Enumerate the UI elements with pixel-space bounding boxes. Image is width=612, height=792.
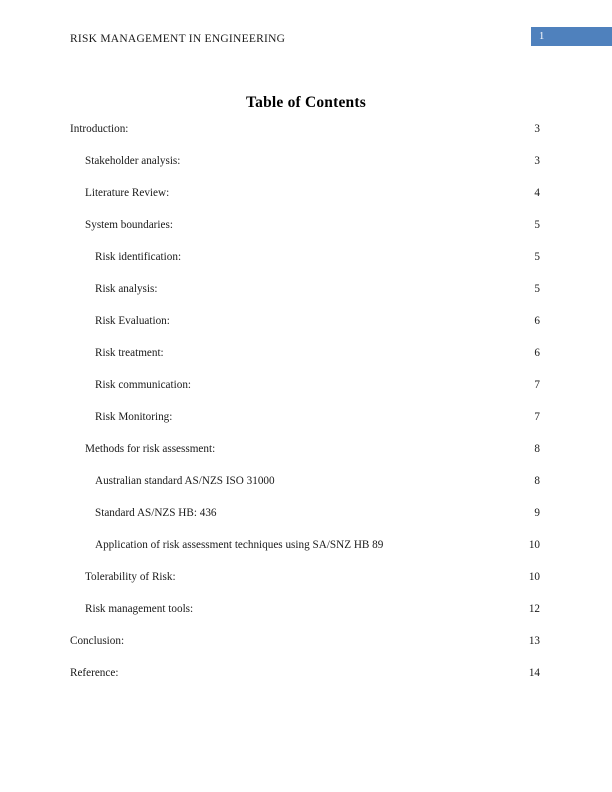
toc-entry-label: Standard AS/NZS HB: 436: [95, 507, 217, 519]
page-header: [0, 33, 612, 57]
toc-entry[interactable]: [0, 561, 612, 593]
toc-dot-leader: [173, 217, 526, 228]
toc-dot-leader: [164, 345, 526, 356]
toc-dot-leader: [124, 633, 526, 644]
toc-dot-leader: [170, 313, 526, 324]
toc-entry-page-number: 5: [534, 251, 540, 263]
toc-dot-leader: [157, 281, 526, 292]
toc-entry[interactable]: [0, 401, 612, 433]
toc-entry[interactable]: [0, 625, 612, 657]
page-title: Table of Contents: [246, 94, 366, 111]
toc-entry-page-number: 8: [534, 443, 540, 455]
toc-entry-label: Literature Review:: [85, 187, 170, 199]
toc-dot-leader: [215, 441, 526, 452]
toc-dot-leader: [128, 121, 526, 132]
toc-entry[interactable]: [0, 113, 612, 145]
toc-entry-page-number: 3: [534, 123, 540, 135]
toc-entry[interactable]: [0, 305, 612, 337]
toc-entry[interactable]: [0, 273, 612, 305]
toc-entry-label: Tolerability of Risk:: [85, 571, 176, 583]
toc-entry-page-number: 9: [534, 507, 540, 519]
toc-entry-label: Risk management tools:: [85, 603, 194, 615]
toc-entry-label: Risk analysis:: [95, 283, 158, 295]
toc-entry[interactable]: [0, 145, 612, 177]
toc-entry-page-number: 12: [528, 603, 540, 615]
toc-entry-page-number: 13: [528, 635, 540, 647]
toc-entry-page-number: 7: [534, 379, 540, 391]
toc-entry[interactable]: [0, 209, 612, 241]
toc-dot-leader: [169, 185, 526, 196]
toc-entry-page-number: 7: [534, 411, 540, 423]
toc-dot-leader: [217, 505, 526, 516]
toc-entry-label: Application of risk assessment techniques using SA/SNZ HB 89: [95, 539, 384, 551]
toc-entry-label: Risk Monitoring:: [95, 411, 173, 423]
toc-dot-leader: [118, 665, 526, 676]
toc-dot-leader: [383, 537, 526, 548]
toc-dot-leader: [176, 569, 526, 580]
toc-entry-label: Conclusion:: [70, 635, 125, 647]
toc-dot-leader: [180, 153, 526, 164]
toc-entry[interactable]: [0, 497, 612, 529]
toc-entry-label: Reference:: [70, 667, 119, 679]
toc-entry-page-number: 6: [534, 347, 540, 359]
toc-entry-label: System boundaries:: [85, 219, 173, 231]
toc-entry[interactable]: [0, 337, 612, 369]
toc-entry[interactable]: [0, 657, 612, 689]
toc-entry-page-number: 5: [534, 283, 540, 295]
toc-entry-page-number: 10: [528, 571, 540, 583]
toc-entry-label: Methods for risk assessment:: [85, 443, 216, 455]
page-number-badge: [531, 27, 612, 46]
toc-entry[interactable]: [0, 369, 612, 401]
toc-entry-label: Risk treatment:: [95, 347, 164, 359]
toc-entry-page-number: 5: [534, 219, 540, 231]
toc-entry-page-number: 14: [528, 667, 540, 679]
toc-entry[interactable]: [0, 177, 612, 209]
toc-entry[interactable]: [0, 433, 612, 465]
toc-entry[interactable]: [0, 593, 612, 625]
toc-entry-label: Risk Evaluation:: [95, 315, 170, 327]
toc-entry-page-number: 8: [534, 475, 540, 487]
toc-entry-label: Australian standard AS/NZS ISO 31000: [95, 475, 275, 487]
page-number-label: 1: [539, 31, 545, 42]
toc-dot-leader: [275, 473, 526, 484]
toc-entry-label: Introduction:: [70, 123, 129, 135]
toc-entry-label: Risk communication:: [95, 379, 192, 391]
toc-entry-label: Stakeholder analysis:: [85, 155, 181, 167]
toc-entry-page-number: 10: [528, 539, 540, 551]
document-header-title: RISK MANAGEMENT IN ENGINEERING: [70, 33, 286, 45]
toc-entry-label: Risk identification:: [95, 251, 182, 263]
toc-entry[interactable]: [0, 529, 612, 561]
table-of-contents-list: [0, 113, 612, 689]
toc-entry-page-number: 3: [534, 155, 540, 167]
toc-dot-leader: [181, 249, 526, 260]
toc-entry[interactable]: [0, 241, 612, 273]
toc-dot-leader: [191, 377, 526, 388]
toc-entry-page-number: 4: [534, 187, 540, 199]
toc-entry-page-number: 6: [534, 315, 540, 327]
toc-dot-leader: [193, 601, 526, 612]
toc-entry[interactable]: [0, 465, 612, 497]
toc-dot-leader: [172, 409, 526, 420]
